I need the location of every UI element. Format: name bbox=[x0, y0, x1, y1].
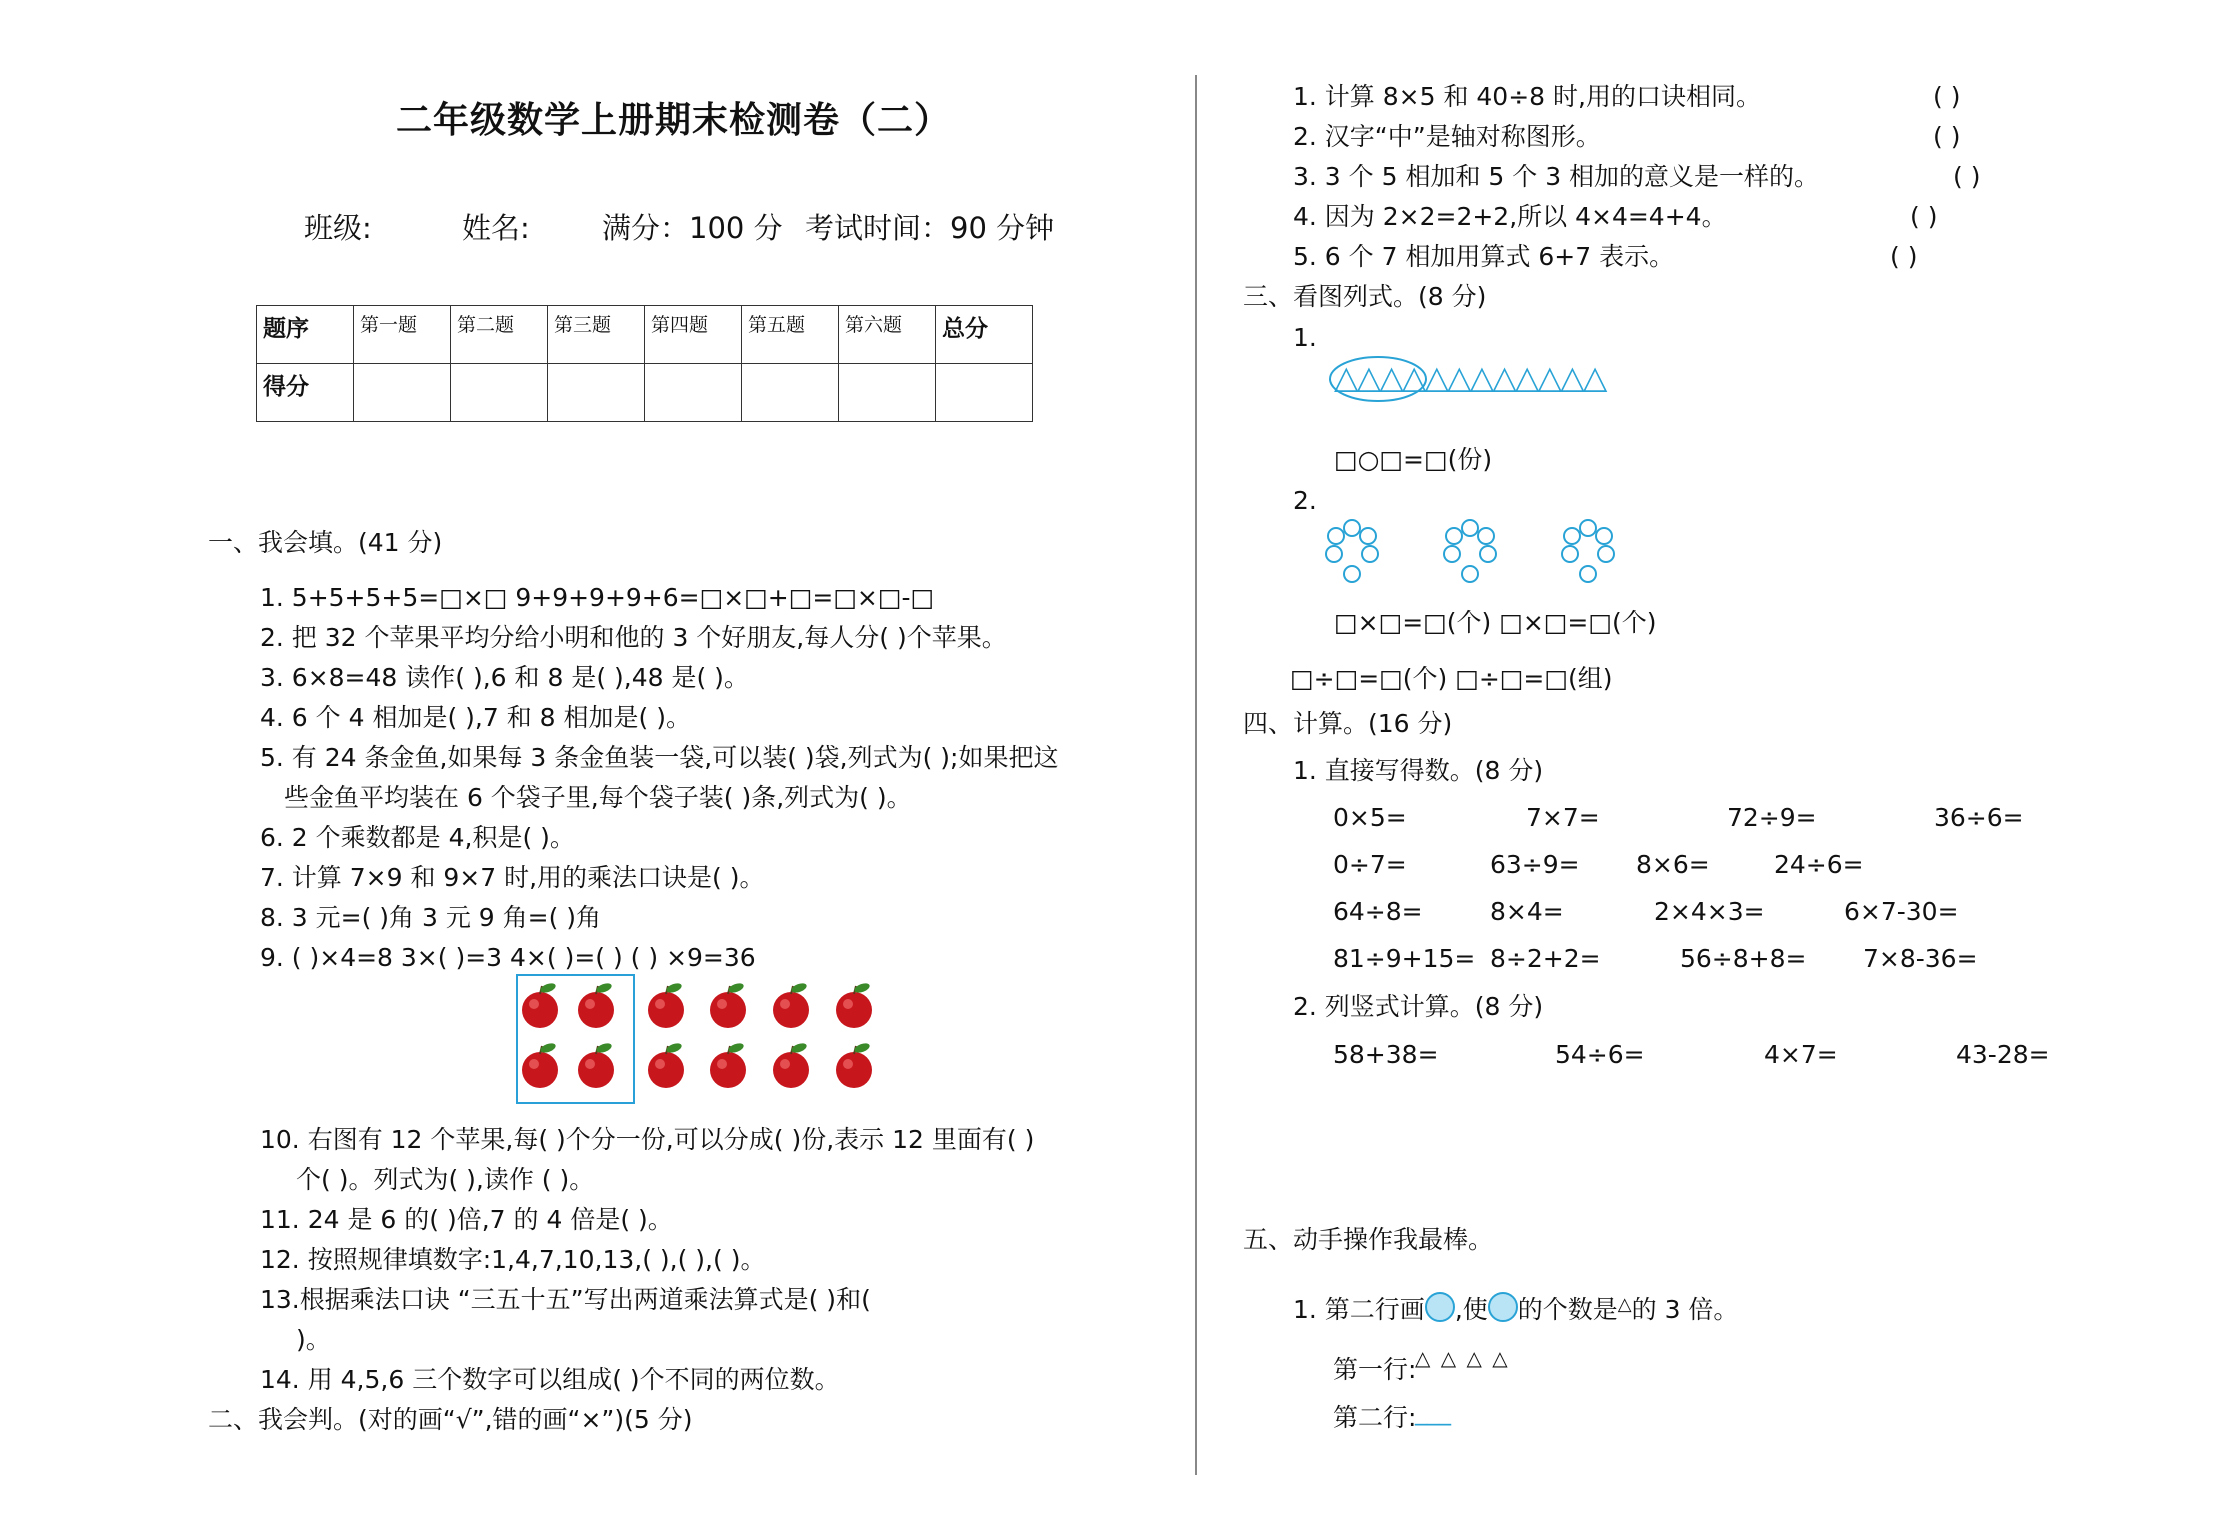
section-heading: 一、我会填。(41 分) bbox=[208, 528, 443, 557]
question-text: 10. 右图有 12 个苹果,每( )个分一份,可以分成( )份,表示 12 里面有( ) bbox=[260, 1125, 1035, 1154]
section-heading: 三、看图列式。(8 分) bbox=[1243, 282, 1487, 311]
judge-item: 2. 汉字“中”是轴对称图形。 bbox=[1293, 122, 1601, 151]
question-number: 2. bbox=[1293, 486, 1317, 515]
question-text: 3. 6×8=48 读作( ),6 和 8 是( ),48 是( )。 bbox=[260, 663, 749, 692]
calc-item: 56÷8+8= bbox=[1680, 944, 1807, 973]
instruction-part: ,使 bbox=[1454, 1295, 1488, 1324]
apple-icon bbox=[836, 1042, 872, 1088]
table-header-cell: 第三题 bbox=[548, 306, 645, 364]
instruction-part: 的个数是 bbox=[1517, 1295, 1618, 1324]
row1-triangles: △ △ △ △ bbox=[1415, 1346, 1510, 1370]
apple-icon bbox=[648, 982, 684, 1028]
table-row bbox=[257, 306, 1033, 364]
judge-item: 4. 因为 2×2=2+2,所以 4×4=4+4。 bbox=[1293, 202, 1727, 231]
calc-item: 24÷6= bbox=[1774, 850, 1864, 879]
section-heading: 四、计算。(16 分) bbox=[1243, 709, 1453, 738]
page-title: 二年级数学上册期末检测卷（二） bbox=[396, 100, 952, 141]
question-text: 7. 计算 7×9 和 9×7 时,用的乘法口诀是( )。 bbox=[260, 863, 765, 892]
circle-icon bbox=[1425, 1292, 1455, 1322]
answer-paren[interactable]: ( ) bbox=[1953, 162, 1981, 191]
sub-heading: 2. 列竖式计算。(8 分) bbox=[1293, 992, 1544, 1021]
table-header-cell: 第五题 bbox=[742, 306, 839, 364]
question-text: 个( )。列式为( ),读作 ( )。 bbox=[296, 1165, 595, 1194]
apple-icon bbox=[773, 1042, 809, 1088]
score-cell[interactable] bbox=[645, 364, 742, 422]
score-table bbox=[256, 305, 1033, 422]
calc-item: 36÷6= bbox=[1934, 803, 2024, 832]
apple-icon bbox=[522, 982, 558, 1028]
apple-icon bbox=[710, 1042, 746, 1088]
question-number: 1. bbox=[1293, 323, 1317, 352]
vertical-calc-item: 58+38= bbox=[1333, 1040, 1439, 1069]
triangle-icon: △ bbox=[1617, 1294, 1632, 1315]
calc-item: 8×6= bbox=[1636, 850, 1710, 879]
calc-item: 72÷9= bbox=[1727, 803, 1817, 832]
table-header-cell: 题序 bbox=[257, 306, 354, 364]
table-header-cell: 总分 bbox=[936, 306, 1033, 364]
apple-icon bbox=[710, 982, 746, 1028]
question-text: 11. 24 是 6 的( )倍,7 的 4 倍是( )。 bbox=[260, 1205, 673, 1234]
vertical-calc-item: 43-28= bbox=[1956, 1040, 2050, 1069]
question-text: 14. 用 4,5,6 三个数字可以组成( )个不同的两位数。 bbox=[260, 1365, 840, 1394]
question-text: 5. 有 24 条金鱼,如果每 3 条金鱼装一袋,可以装( )袋,列式为( );如果把这 bbox=[260, 743, 1059, 772]
answer-paren[interactable]: ( ) bbox=[1890, 242, 1918, 271]
apple-icon bbox=[836, 982, 872, 1028]
table-header-cell: 第六题 bbox=[839, 306, 936, 364]
sub-heading: 1. 直接写得数。(8 分) bbox=[1293, 756, 1544, 785]
equation-template: □÷□=□(个) □÷□=□(组) bbox=[1290, 664, 1613, 693]
class-label: 班级: bbox=[304, 211, 372, 245]
calc-item: 7×8-36= bbox=[1863, 944, 1978, 973]
calc-item: 64÷8= bbox=[1333, 897, 1423, 926]
question-text: 13.根据乘法口诀 “三五十五”写出两道乘法算式是( )和( bbox=[260, 1285, 871, 1314]
table-row-label: 得分 bbox=[257, 364, 354, 422]
score-cell[interactable] bbox=[936, 364, 1033, 422]
vertical-calc-item: 4×7= bbox=[1764, 1040, 1838, 1069]
answer-paren[interactable]: ( ) bbox=[1933, 122, 1961, 151]
circle-icon bbox=[1488, 1292, 1518, 1322]
question-text: )。 bbox=[296, 1325, 331, 1354]
apple-icon bbox=[648, 1042, 684, 1088]
exam-time-label: 考试时间：90 分钟 bbox=[805, 211, 1055, 245]
flower-icon bbox=[1562, 520, 1614, 582]
question-text: 些金鱼平均装在 6 个袋子里,每个袋子装( )条,列式为( )。 bbox=[284, 783, 912, 812]
row2-answer-blank[interactable]: ___ bbox=[1415, 1398, 1451, 1426]
row2-label: 第二行: bbox=[1333, 1403, 1417, 1432]
score-cell[interactable] bbox=[742, 364, 839, 422]
table-header-cell: 第四题 bbox=[645, 306, 742, 364]
score-cell[interactable] bbox=[839, 364, 936, 422]
instruction-text bbox=[1293, 1290, 1738, 1325]
section-heading: 二、我会判。(对的画“√”,错的画“×”)(5 分) bbox=[208, 1405, 693, 1434]
calc-item: 6×7-30= bbox=[1844, 897, 1959, 926]
section-heading: 五、动手操作我最棒。 bbox=[1243, 1225, 1494, 1254]
apple-icon bbox=[773, 982, 809, 1028]
question-text: 1. 5+5+5+5=□×□ 9+9+9+9+6=□×□+□=□×□-□ bbox=[260, 583, 935, 612]
score-cell[interactable] bbox=[548, 364, 645, 422]
flower-icon bbox=[1444, 520, 1496, 582]
triangles-row: △△△△△△△△△△△△ bbox=[1334, 358, 1606, 396]
question-text: 8. 3 元=( )角 3 元 9 角=( )角 bbox=[260, 903, 602, 932]
vertical-calc-item: 54÷6= bbox=[1555, 1040, 1645, 1069]
question-text: 12. 按照规律填数字:1,4,7,10,13,( ),( ),( )。 bbox=[260, 1245, 766, 1274]
calc-item: 81÷9+15= bbox=[1333, 944, 1476, 973]
table-header-cell: 第一题 bbox=[354, 306, 451, 364]
equation-template: □○□=□(份) bbox=[1334, 445, 1493, 474]
apples-figure bbox=[516, 974, 896, 1100]
judge-item: 5. 6 个 7 相加用算式 6+7 表示。 bbox=[1293, 242, 1675, 271]
question-text: 2. 把 32 个苹果平均分给小明和他的 3 个好朋友,每人分( )个苹果。 bbox=[260, 623, 1007, 652]
score-cell[interactable] bbox=[354, 364, 451, 422]
flower-icon bbox=[1326, 520, 1378, 582]
apple-icon bbox=[578, 982, 614, 1028]
judge-item: 3. 3 个 5 相加和 5 个 3 相加的意义是一样的。 bbox=[1293, 162, 1820, 191]
question-text: 6. 2 个乘数都是 4,积是( )。 bbox=[260, 823, 575, 852]
table-header-cell: 第二题 bbox=[451, 306, 548, 364]
calc-item: 2×4×3= bbox=[1654, 897, 1765, 926]
calc-item: 7×7= bbox=[1526, 803, 1600, 832]
calc-item: 8÷2+2= bbox=[1490, 944, 1601, 973]
full-score-label: 满分：100 分 bbox=[602, 211, 783, 245]
question-text: 9. ( )×4=8 3×( )=3 4×( )=( ) ( ) ×9=36 bbox=[260, 943, 756, 972]
question-text: 4. 6 个 4 相加是( ),7 和 8 相加是( )。 bbox=[260, 703, 691, 732]
instruction-part: 的 3 倍。 bbox=[1631, 1295, 1739, 1324]
calc-item: 63÷9= bbox=[1490, 850, 1580, 879]
row1-label: 第一行: bbox=[1333, 1355, 1417, 1384]
calc-item: 8×4= bbox=[1490, 897, 1564, 926]
table-row bbox=[257, 364, 1033, 422]
name-label: 姓名: bbox=[462, 211, 530, 245]
score-cell[interactable] bbox=[451, 364, 548, 422]
column-divider bbox=[1195, 75, 1197, 1475]
calc-item: 0×5= bbox=[1333, 803, 1407, 832]
instruction-part: 1. 第二行画 bbox=[1293, 1295, 1425, 1324]
apple-icon bbox=[578, 1042, 614, 1088]
answer-paren[interactable]: ( ) bbox=[1933, 82, 1961, 111]
judge-item: 1. 计算 8×5 和 40÷8 时,用的口诀相同。 bbox=[1293, 82, 1761, 111]
answer-paren[interactable]: ( ) bbox=[1910, 202, 1938, 231]
calc-item: 0÷7= bbox=[1333, 850, 1407, 879]
equation-template: □×□=□(个) □×□=□(个) bbox=[1334, 608, 1657, 637]
apple-icon bbox=[522, 1042, 558, 1088]
flower-groups-figure bbox=[1320, 518, 1620, 584]
